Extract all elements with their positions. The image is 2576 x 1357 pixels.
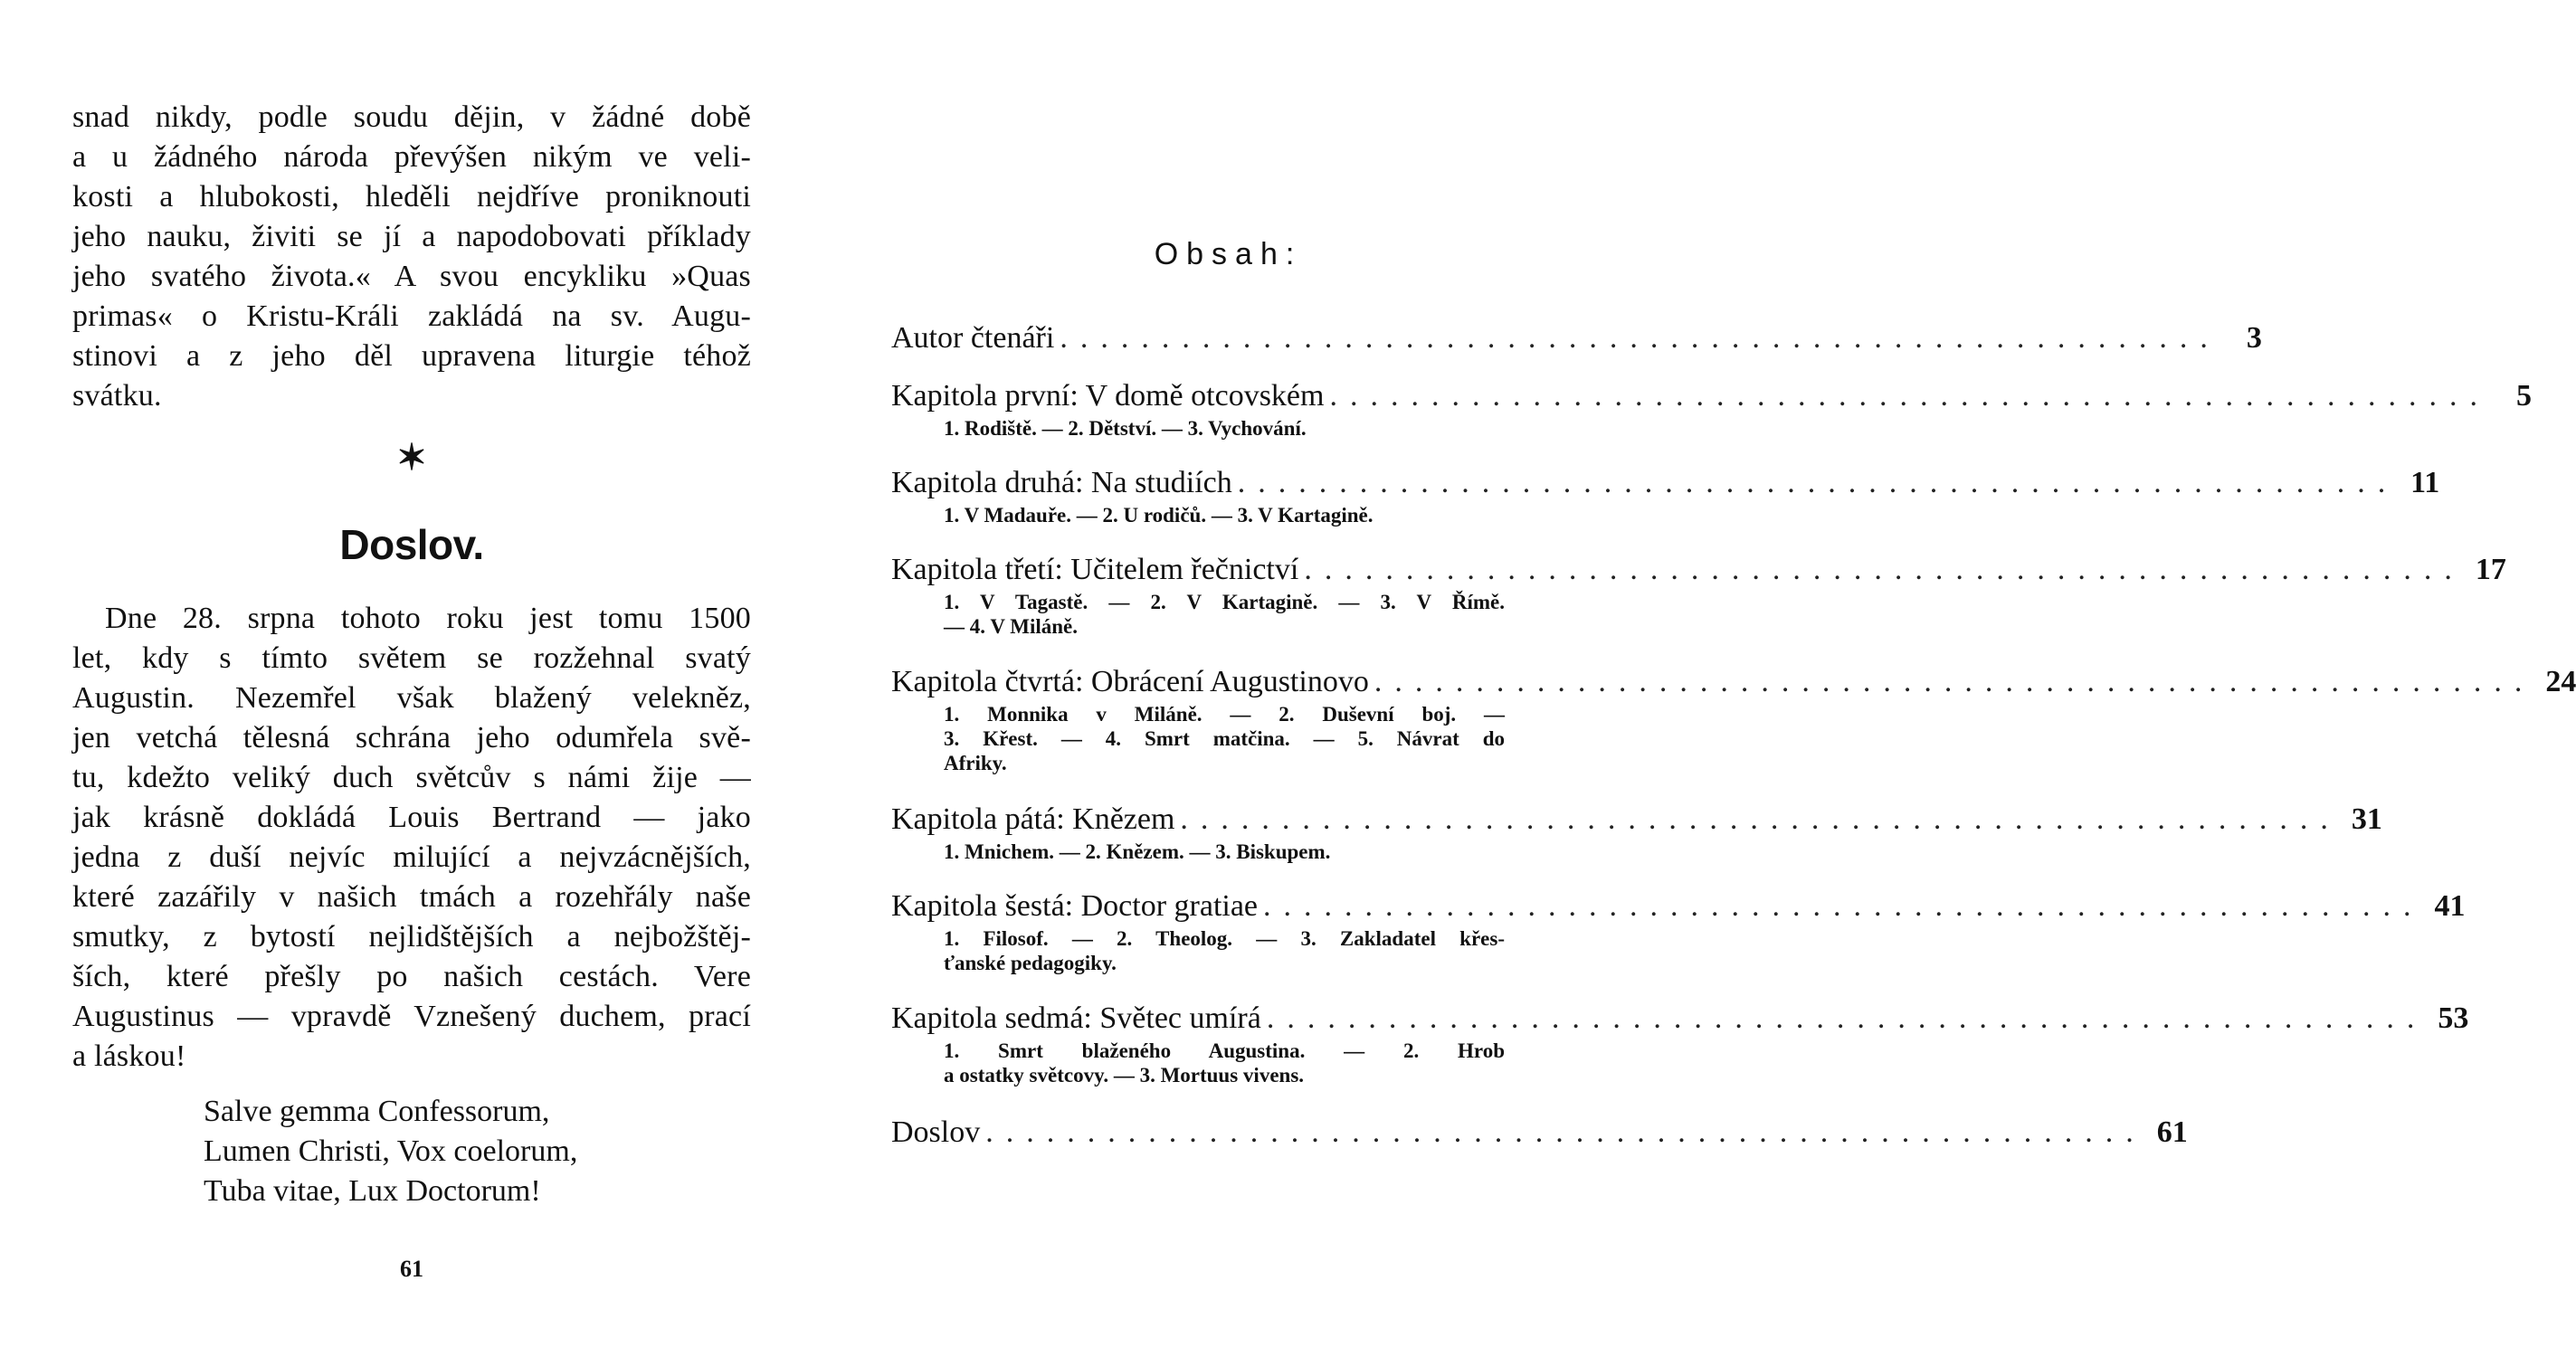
toc-entry-subsections [944, 503, 1505, 527]
toc-entry-title: Kapitola druhá: Na studiích [891, 466, 1232, 499]
text-line: jen vetchá tělesná schrána jeho odumřela svě- [72, 721, 751, 754]
verse-line: Lumen Christi, Vox coelorum, [204, 1134, 578, 1168]
text-line: a láskou! [72, 1039, 186, 1073]
toc-entry-title: Kapitola šestá: Doctor gratiae [891, 889, 1259, 923]
toc-entry[interactable] [891, 662, 2576, 775]
leader-dots: ......................................................... [1060, 321, 2220, 355]
toc-entry-title: Doslov [891, 1115, 981, 1149]
star-ornament-icon: ✶ [396, 437, 427, 478]
text-line: jeho svatého života.« A svou encykliku »Quas [72, 260, 751, 293]
left-page [72, 0, 751, 1357]
toc-entry-title: Kapitola čtvrtá: Obrácení Augustinovo [891, 665, 1369, 698]
toc-entry-title: Kapitola pátá: Knězem [891, 802, 1175, 836]
toc-entry[interactable] [891, 887, 2466, 975]
toc-entry-subsections [944, 926, 1505, 975]
text-line: ších, které přešly po našich cestách. Vere [72, 960, 751, 993]
toc-entry-page: 53 [2438, 1001, 2469, 1035]
leader-dots: ......................................................... [985, 1115, 2146, 1149]
toc-entry[interactable] [891, 800, 2382, 864]
right-page [891, 0, 2576, 1357]
text-line: smutky, z bytostí nejlidštějších a nejbožštěj- [72, 920, 751, 954]
subsection-line: 1. Smrt blaženého Augustina. — 2. Hrob [944, 1039, 1505, 1062]
subsection-line: 1. Monnika v Miláně. — 2. Duševní boj. — [944, 703, 1505, 726]
toc-entry-subsections [944, 840, 1505, 864]
text-line: jeho nauku, živiti se jí a napodobovati příklady [72, 220, 751, 253]
subsection-line: 1. Filosof. — 2. Theolog. — 3. Zakladatel křes- [944, 927, 1505, 950]
toc-entry[interactable] [891, 550, 2506, 639]
subsection-line: 3. Křest. — 4. Smrt matčina. — 5. Návrat do [944, 727, 1505, 750]
paragraph-doslov [72, 599, 751, 1077]
text-line: které zazářily v našich tmách a rozehřály naše [72, 880, 751, 914]
toc-entry-page: 11 [2410, 466, 2440, 499]
leader-dots: ......................................................... [1180, 802, 2341, 836]
subsection-line: 1. V Madauře. — 2. U rodičů. — 3. V Kartagině. [944, 504, 1374, 527]
toc-entry[interactable] [891, 463, 2440, 527]
subsection-line: 1. V Tagastě. — 2. V Kartagině. — 3. V Římě. [944, 591, 1505, 613]
text-line: jedna z duší nejvíc milující a nejvzácnějších, [72, 840, 751, 874]
subsection-line: Afriky. [944, 752, 1007, 774]
toc-entry-page: 3 [2246, 321, 2262, 355]
subsection-line: 1. Rodiště. — 2. Dětství. — 3. Vychování. [944, 417, 1307, 440]
toc-entry[interactable] [891, 1113, 2188, 1153]
section-heading: Doslov. [339, 521, 484, 568]
toc-entry-subsections [944, 590, 1505, 639]
toc-entry[interactable] [891, 376, 2532, 441]
toc-entry[interactable] [891, 999, 2469, 1087]
toc-entry-page: 5 [2515, 379, 2532, 413]
text-line: kosti a hlubokosti, hleděli nejdříve proniknouti [72, 180, 751, 214]
toc-entry-page: 61 [2156, 1115, 2188, 1149]
toc-entry-subsections [944, 1039, 1505, 1087]
subsection-line: a ostatky světcovy. — 3. Mortuus vivens. [944, 1064, 1305, 1087]
toc-entry-page: 31 [2351, 802, 2382, 836]
text-line: stinovi a z jeho děl upravena liturgie téhož [72, 339, 751, 373]
text-line: jak krásně dokládá Louis Bertrand — jako [72, 801, 751, 834]
text-line: svátku. [72, 379, 162, 413]
text-line: let, kdy s tímto světem se rozžehnal svatý [72, 641, 751, 675]
text-line: a u žádného národa převýšen nikým ve veli- [72, 140, 751, 174]
verse-line: Salve gemma Confessorum, [204, 1095, 550, 1128]
page-number: 61 [400, 1256, 423, 1282]
text-line: Augustin. Nezemřel však blažený velekněz, [72, 681, 751, 715]
verse-line: Tuba vitae, Lux Doctorum! [204, 1174, 541, 1208]
latin-verse [204, 1092, 577, 1211]
toc-entry-subsections [944, 416, 1505, 441]
subsection-line: 1. Mnichem. — 2. Knězem. — 3. Biskupem. [944, 840, 1331, 863]
toc-entry-title: Kapitola třetí: Učitelem řečnictví [891, 553, 1299, 586]
leader-dots: ......................................................... [1237, 466, 2399, 499]
text-line: Augustinus — vpravdě Vznešený duchem, prací [72, 1000, 751, 1033]
leader-dots: ......................................................... [1374, 665, 2535, 698]
toc-entry-page: 17 [2475, 553, 2506, 586]
text-line: tu, kdežto veliký duch světcův s námi žije — [72, 761, 751, 794]
leader-dots: ......................................................... [1263, 889, 2424, 923]
toc-entry-page: 24 [2545, 665, 2576, 698]
text-line: Dne 28. srpna tohoto roku jest tomu 1500 [105, 602, 751, 635]
paragraph-continuation [72, 98, 751, 416]
text-line: snad nikdy, podle soudu dějin, v žádné době [72, 100, 751, 134]
toc-entry-subsections [944, 702, 1505, 775]
leader-dots: ......................................................... [1304, 553, 2465, 586]
toc-entry-page: 41 [2434, 889, 2466, 923]
toc-entry[interactable] [891, 318, 2262, 358]
toc-entry-title: Kapitola první: V domě otcovském [891, 379, 1325, 413]
leader-dots: ......................................................... [1329, 379, 2490, 413]
toc-entry-title: Autor čtenáři [891, 321, 1055, 355]
subsection-line: — 4. V Miláně. [944, 615, 1079, 638]
subsection-line: ťanské pedagogiky. [944, 952, 1117, 974]
toc-title: Obsah: [1154, 237, 1303, 271]
leader-dots: ......................................................... [1266, 1001, 2428, 1035]
text-line: primas« o Kristu-Králi zakládá na sv. Augu- [72, 299, 751, 333]
toc-entry-title: Kapitola sedmá: Světec umírá [891, 1001, 1261, 1035]
